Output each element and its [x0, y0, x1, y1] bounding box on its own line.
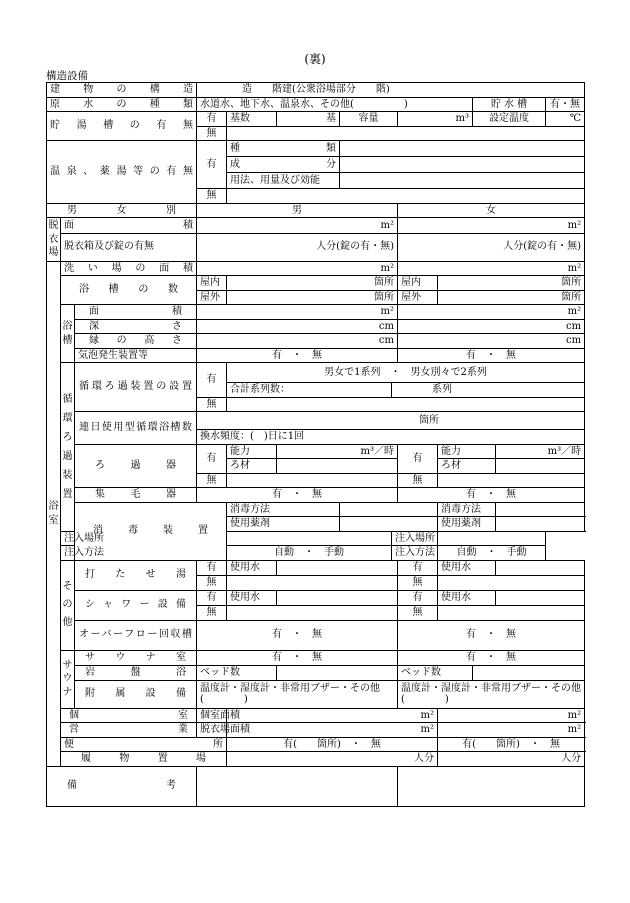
male-accessories[interactable]: 温度計・湿度計・非常用ブザー・その他( )	[197, 680, 398, 708]
label-accessories: 附属設備	[75, 680, 197, 708]
hot-tank-has[interactable]: 有	[197, 112, 227, 127]
label-gender: 男女別	[47, 203, 197, 218]
male-shower-water-label: 使用水	[227, 590, 277, 605]
female-indoor-label: 屋内	[398, 276, 438, 291]
label-raw-water: 原水の種類	[47, 97, 197, 112]
hot-tank-temp-label: 設定温度	[473, 112, 546, 127]
male-utase-water-label: 使用水	[227, 560, 277, 575]
female-capacity[interactable]: m³／時	[496, 444, 585, 459]
daily-use-count[interactable]: 箇所	[197, 412, 585, 430]
label-hot-tank: 貯湯槽の有無	[47, 112, 197, 141]
hot-tank-temp-unit[interactable]: ℃	[546, 112, 585, 127]
male-depth[interactable]: cm	[197, 319, 398, 334]
onsen-none[interactable]: 無	[197, 189, 227, 204]
female-sauna-room[interactable]: 有 ・ 無	[398, 650, 585, 665]
male-method-label: 消毒方法	[227, 502, 340, 517]
male-shoe-storage[interactable]: 人分	[227, 752, 438, 767]
label-bathroom: 浴室	[47, 261, 61, 766]
female-shower-has[interactable]: 有	[398, 590, 438, 605]
male-tub-area[interactable]: m²	[197, 305, 398, 320]
female-shoe-storage[interactable]: 人分	[438, 752, 585, 767]
hot-tank-unit-mark[interactable]: 基	[277, 112, 340, 127]
female-outdoor-label: 屋外	[398, 290, 438, 305]
female-beds-label: ベッド数	[398, 665, 473, 680]
label-disinfect: 消毒装置	[75, 502, 227, 560]
female-depth[interactable]: cm	[398, 319, 585, 334]
label-filter-install: 循環ろ過装置の設置	[75, 363, 197, 412]
female-filter-has[interactable]: 有	[398, 444, 438, 473]
male-filter-has[interactable]: 有	[197, 444, 227, 473]
male-private-change-area[interactable]: m²	[227, 723, 438, 738]
label-shoe-storage: 履物置場	[61, 752, 227, 767]
hot-tank-capacity-unit[interactable]: m³	[398, 112, 473, 127]
female-utase-none[interactable]: 無	[398, 575, 438, 590]
male-inject-place-label: 注入場所	[61, 531, 197, 546]
label-filter-group: 循環ろ過装置	[61, 363, 75, 532]
label-bedrock: 岩盤浴	[75, 665, 197, 680]
hot-tank-none[interactable]: 無	[197, 126, 227, 141]
male-bubble[interactable]: 有 ・ 無	[197, 348, 398, 363]
female-shower-water-label: 使用水	[438, 590, 496, 605]
onsen-has[interactable]: 有	[197, 141, 227, 189]
male-sauna-room[interactable]: 有 ・ 無	[197, 650, 398, 665]
onsen-usage-label: 用法、用量及び効能	[227, 173, 340, 189]
label-toilet: 便所	[61, 737, 227, 752]
female-toilet[interactable]: 有( 箇所) ・ 無	[438, 737, 585, 752]
header-male: 男	[197, 203, 398, 218]
male-indoor-label: 屋内	[197, 276, 227, 291]
male-toilet[interactable]: 有( 箇所) ・ 無	[227, 737, 438, 752]
female-overflow[interactable]: 有 ・ 無	[398, 620, 585, 650]
male-locker[interactable]: 人分(錠の有・無)	[197, 233, 398, 261]
value-raw-water[interactable]: 水道水、地下水、温泉水、その他( )	[197, 97, 473, 112]
male-indoor-count[interactable]: 箇所	[227, 276, 398, 291]
male-media-label: ろ材	[227, 459, 277, 474]
onsen-kind-label: 種類	[227, 141, 340, 157]
female-private-change-area[interactable]: m²	[438, 723, 585, 738]
label-private-room: 個室	[61, 708, 197, 723]
label-hair-catcher: 集毛器	[75, 488, 197, 503]
male-beds-label: ベッド数	[197, 665, 277, 680]
label-tub: 浴槽	[61, 305, 75, 363]
label-business: 営業	[61, 723, 197, 738]
female-method-label: 消毒方法	[438, 502, 496, 517]
filter-install-has[interactable]: 有	[197, 363, 227, 398]
female-private-room-area[interactable]: m²	[438, 708, 585, 723]
label-shower: シャワー設備	[75, 590, 197, 620]
female-indoor-count[interactable]: 箇所	[438, 276, 585, 291]
male-inject-method[interactable]: 自動 ・ 手動	[227, 546, 392, 561]
label-edge-height: 縁の高さ	[75, 334, 197, 349]
filter-system-unit[interactable]: 系列	[392, 383, 585, 398]
male-shower-has[interactable]: 有	[197, 590, 227, 605]
male-changing-area[interactable]: m²	[197, 218, 398, 234]
label-sauna: サウナ	[61, 650, 75, 708]
female-locker[interactable]: 人分(錠の有・無)	[398, 233, 585, 261]
label-other: その他	[61, 560, 75, 650]
male-shower-none[interactable]: 無	[197, 605, 227, 620]
female-media-label: ろ材	[438, 459, 496, 474]
change-frequency[interactable]: 換水頻度：( )日に1回	[197, 430, 585, 445]
female-hair-catcher[interactable]: 有 ・ 無	[398, 488, 585, 503]
male-chemical-label: 使用薬剤	[227, 517, 340, 532]
female-edge-height[interactable]: cm	[398, 334, 585, 349]
label-depth: 深さ	[75, 319, 197, 334]
female-wash-area[interactable]: m²	[398, 261, 585, 276]
female-tub-area[interactable]: m²	[398, 305, 585, 320]
label-private-room-area: 個室面積	[197, 708, 227, 723]
female-bubble[interactable]: 有 ・ 無	[398, 348, 585, 363]
label-tub-area: 面積	[75, 305, 197, 320]
female-chemical-label: 使用薬剤	[438, 517, 496, 532]
male-wash-area[interactable]: m²	[197, 261, 398, 276]
label-tub-count: 浴槽の数	[61, 276, 197, 305]
label-wash-area: 洗い場の面積	[61, 261, 197, 276]
female-inject-method-label: 注入方法	[392, 546, 438, 561]
male-capacity[interactable]: m³／時	[277, 444, 398, 459]
label-daily-use: 連日使用型循環浴槽数	[75, 412, 197, 445]
value-building[interactable]: 造 階建(公衆浴場部分 階)	[197, 83, 585, 98]
male-filter-none[interactable]: 無	[197, 473, 227, 488]
label-bubble: 気泡発生装置等	[75, 348, 197, 363]
filter-total-label: 合計系列数：	[227, 383, 392, 398]
male-utase-none[interactable]: 無	[197, 575, 227, 590]
male-remarks[interactable]	[197, 766, 398, 806]
filter-system-choice[interactable]: 男女で1系列 ・ 男女別々で2系列	[227, 363, 585, 383]
male-private-room-area[interactable]: m²	[227, 708, 438, 723]
label-overflow: オーバーフロー回収槽	[75, 620, 197, 650]
male-inject-method-label: 注入方法	[61, 546, 197, 561]
female-accessories[interactable]: 温度計・湿度計・非常用ブザー・その他( )	[398, 680, 585, 708]
section-title: 構造設備	[46, 70, 88, 82]
female-capacity-label: 能力	[438, 444, 496, 459]
onsen-component-label: 成分	[227, 157, 340, 173]
female-shower-none[interactable]: 無	[398, 605, 438, 620]
label-water-tank: 貯 水 槽	[473, 97, 546, 112]
label-sauna-room: サウナ室	[75, 650, 197, 665]
male-outdoor-count[interactable]: 箇所	[227, 290, 398, 305]
label-private-change-area: 脱衣場面積	[197, 723, 227, 738]
label-filter-device: ろ過器	[75, 444, 197, 488]
hot-tank-units-label: 基数	[227, 112, 277, 127]
male-hair-catcher[interactable]: 有 ・ 無	[197, 488, 398, 503]
male-capacity-label: 能力	[227, 444, 277, 459]
female-changing-area[interactable]: m²	[398, 218, 585, 234]
male-overflow[interactable]: 有 ・ 無	[197, 620, 398, 650]
male-edge-height[interactable]: cm	[197, 334, 398, 349]
value-water-tank[interactable]: 有・無	[546, 97, 585, 112]
female-utase-has[interactable]: 有	[398, 560, 438, 575]
label-remarks: 備考	[47, 766, 197, 806]
label-changing-area: 面積	[61, 218, 197, 234]
label-utase: 打たせ湯	[75, 560, 197, 590]
label-locker: 脱衣箱及び錠の有無	[61, 233, 197, 261]
female-outdoor-count[interactable]: 箇所	[438, 290, 585, 305]
header-female: 女	[398, 203, 585, 218]
male-outdoor-label: 屋外	[197, 290, 227, 305]
page-title: (裏)	[304, 52, 326, 66]
filter-install-none[interactable]: 無	[197, 397, 227, 412]
female-inject-place-label: 注入場所	[392, 531, 438, 546]
structure-form-table	[46, 82, 585, 807]
female-inject-method[interactable]: 自動 ・ 手動	[438, 546, 546, 561]
female-utase-water-label: 使用水	[438, 560, 496, 575]
female-filter-none[interactable]: 無	[398, 473, 438, 488]
hot-tank-capacity-label: 容量	[340, 112, 398, 127]
male-utase-has[interactable]: 有	[197, 560, 227, 575]
label-onsen: 温泉、薬湯等の有無	[47, 141, 197, 204]
female-remarks[interactable]	[398, 766, 585, 806]
label-changing-room: 脱衣場	[47, 218, 61, 262]
label-building: 建物の構造	[47, 83, 197, 98]
